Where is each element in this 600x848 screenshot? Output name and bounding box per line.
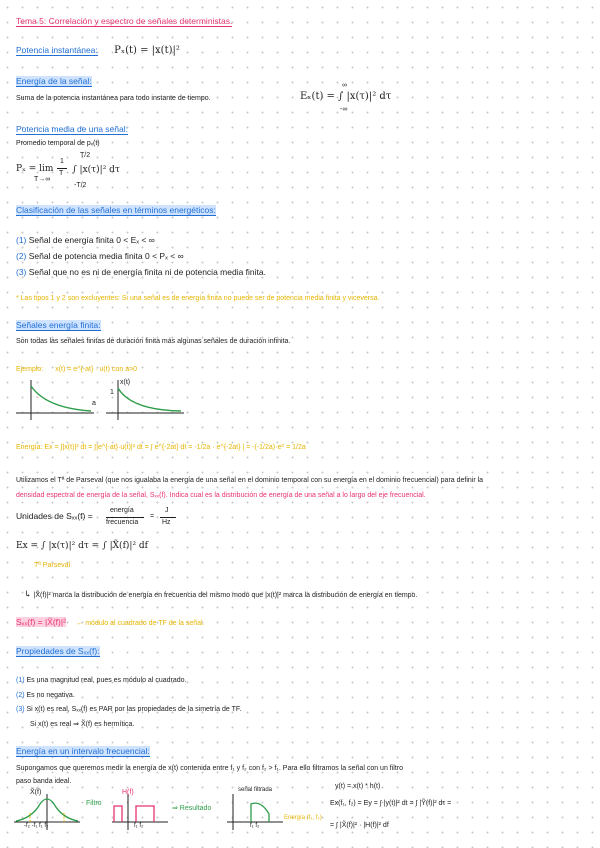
ex-formula: Ex = ∫ |x(τ)|² dτ = ∫ |X̃(f)|² df <box>16 541 149 551</box>
graph-divider: a <box>92 400 96 407</box>
potencia-media-frac-num: 1 <box>60 158 64 165</box>
ejemplo: Ejemplo: x(t) = e^{-at} · u(t) con a>0 <box>16 366 138 373</box>
spectrum-label: X̃(f) <box>30 789 42 796</box>
propiedades-heading: Propiedades de Sₓₓ(f): <box>16 646 100 656</box>
energia-text: Suma de la potencia instantánea para todo instante de tiempo. <box>16 95 211 102</box>
clasificacion-item-3: (3) Señal que no es ni de energía finita ni de potencia media finita. <box>16 267 266 277</box>
ex-eq2: = ∫ |X̃(f)|² · |H(f)|² df <box>330 822 389 829</box>
potencia-media-int: ∫ |x(τ)|² dτ <box>72 165 120 175</box>
intervalo-text2: paso banda ideal. <box>16 778 72 785</box>
potencia-media-lim: T→∞ <box>34 176 51 183</box>
filtered-ticks: f₁ f₂ <box>250 823 260 829</box>
intervalo-heading: Energía en un intervalo frecuencial: <box>16 746 150 756</box>
marca-text: ↳ |X̃(f)|² marca la distribución de energía en frecuencia del mismo modo que |x(t)|² marca la distribución de energía en tiempo. <box>24 590 418 600</box>
hf-label: H(f) <box>122 789 134 796</box>
unidades-den2: Hz <box>162 519 171 526</box>
page-title: Tema 5: Correlación y espectro de señales deterministas. <box>16 16 233 26</box>
senales-energia-heading: Señales energía finita: <box>16 320 101 330</box>
intervalo-text1: Supongamos que queremos medir la energía de x(t) contenida entre f₁ y f₂ con f₂ > f₁. Para ello filtramos la señal con un filtro <box>16 765 403 772</box>
propiedad-1: (1) Es una magnitud real, pues es módulo al cuadrado. <box>16 677 187 684</box>
ex-eq: Ex(f₁, f₂) = Ey = ∫ |y(t)|² dt = ∫ |Ỹ(f)|² dτ = <box>330 800 452 807</box>
propiedad-2: (2) Es no negativa. <box>16 692 75 699</box>
unidades-num: energía <box>110 507 134 514</box>
energia-formula: Eₓ(t) = ∫ |x(τ)|² dτ <box>300 91 392 102</box>
energia-lim-top: ∞ <box>342 82 347 89</box>
potencia-media-formula: Pₓ = lim <box>16 164 54 174</box>
graph2-label: x(t) <box>120 379 131 386</box>
potencia-media-heading: Potencia media de una señal: <box>16 124 128 134</box>
propiedad-3b: Si x(t) es real ⇒ X̃(f) es hermítica. <box>30 721 135 728</box>
potencia-media-frac-den: T <box>59 170 64 177</box>
spectrum-ticks: -f₂ -f₁ f₁ f₂ <box>24 823 49 829</box>
potencia-formula: Pₓ(t) = |x(t)|² <box>114 45 180 56</box>
unidades-den: frecuencia <box>106 519 139 526</box>
potencia-media-lim-top: T/2 <box>80 152 91 159</box>
exp-decay-graph-2 <box>106 378 186 423</box>
densidad-text: densidad espectral de energía de la señal, Sₓₓ(f). Indica cual es la distribución de energía de una señal a lo largo del eje frecuencial. <box>16 492 426 499</box>
clasificacion-note: * Las tipos 1 y 2 son excluyentes: Si una señal es de energía finita no puede ser de potencia media finita y viceversa. <box>16 295 380 302</box>
y-eq: y(t) = x(t) * h(t) <box>335 783 381 790</box>
energia-calculo: Energía: Ex = ∫|x(t)|² dt = ∫|e^{-at}·u(t)|² dt = ∫ e^{-2at} dt = -1/2a · e^{-2at} | = -(-1/2a)·e⁰ = 1/2a <box>16 444 306 451</box>
unidades-num2: J <box>165 507 169 514</box>
potencia-media-lim-bot: -T/2 <box>74 182 87 189</box>
unidades-eq: = <box>150 513 155 520</box>
senales-energia-text: Son todas las señales finitas de duración finita más algunas señales de duración infinita. <box>16 338 291 345</box>
exp-decay-graph-1 <box>16 378 96 423</box>
energia-heading: Energía de la señal: <box>16 76 92 86</box>
energia-intervalo-label: Energía (f₁, f₂) <box>284 815 322 821</box>
unidades-frac-line <box>106 517 144 518</box>
unidades: Unidades de Sₓₓ(f) = <box>16 511 93 521</box>
potencia-heading: Potencia instantánea: <box>16 45 98 55</box>
parseval-note: Tª Parseval <box>34 562 71 569</box>
resultado-label: ⇒ Resultado <box>172 805 212 812</box>
propiedad-3: (3) Si x(t) es real, Sₓₓ(f) es PAR por las propiedades de la simetría de TF. <box>16 706 242 713</box>
filtered-label: señal filtrada <box>238 787 273 793</box>
sxx-definition: Sₓₓ(f) = |X̃(f)|² ← módulo al cuadrado de TF de la señal. <box>16 617 205 627</box>
graph2-val: 1 <box>110 389 114 396</box>
clasificacion-item-2: (2) Señal de potencia media finita 0 < Pₓ < ∞ <box>16 251 184 261</box>
parseval-text: Utilizamos el Tª de Parseval (que nos igualaba la energía de una señal en el dominio temporal con su energía en el dominio frecuencial) para definir la <box>16 477 484 484</box>
frac-line <box>57 168 67 169</box>
energia-lim-bot: -∞ <box>340 106 348 113</box>
clasificacion-item-1: (1) Señal de energía finita 0 < Eₓ < ∞ <box>16 235 155 245</box>
potencia-section <box>16 45 180 56</box>
unidades-frac-line2 <box>160 517 176 518</box>
clasificacion-heading: Clasificación de las señales en términos energéticos: <box>16 205 216 215</box>
potencia-media-text: Promedio temporal de pₓ(t) <box>16 140 100 147</box>
filtro-label: Filtro <box>86 800 102 807</box>
bandpass-ticks: f₁ f₂ <box>134 823 144 829</box>
